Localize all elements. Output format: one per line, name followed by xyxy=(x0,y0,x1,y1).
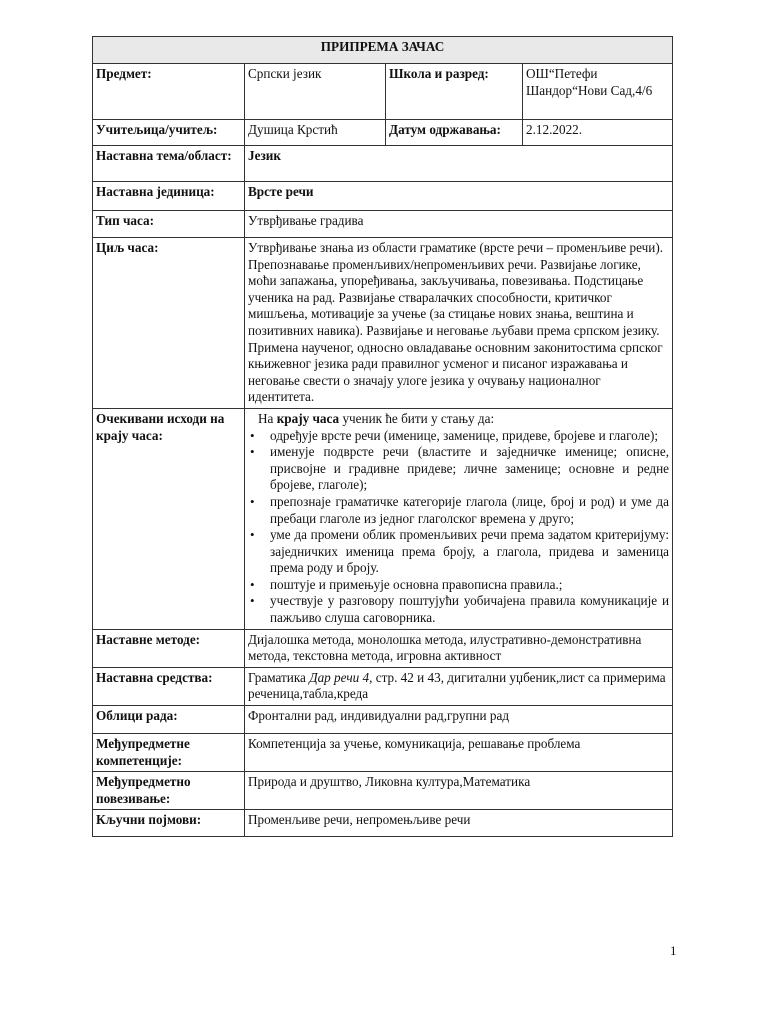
title-row xyxy=(93,37,673,64)
teacher-value: Душица Крстић xyxy=(245,120,386,146)
means-label: Наставна средства: xyxy=(93,667,245,705)
correlation-row xyxy=(93,772,673,810)
list-item: • поштује и примењује основна правописна правила.; xyxy=(270,577,669,594)
goal-value: Утврђивање знања из области граматике (врсте речи – променљиве речи). Препознавање променљивих/непроменљивих речи. Развијање логике, моћи запажања, упоређивања, закључивања, повезивања. Подстицање ученика на рад. Развијање стваралачких способности, критичког мишљења, мотивације за учење (за стицање нових знања, вештина и позитивних навика). Развијање и неговање љубави према српском језику. Примена наученог, односно овладавање основним законитостима српског књижевног језика ради правилног усменог и писаног изражавања и неговање свести о значају улоге језика у очувању националног идентитета. xyxy=(245,238,673,409)
page-number: 1 xyxy=(670,943,677,958)
means-value-start: Граматика xyxy=(248,669,310,685)
competences-row xyxy=(93,734,673,772)
lesson-type-label: Тип часа: xyxy=(93,211,245,238)
forms-row xyxy=(93,706,673,734)
forms-label: Облици рада: xyxy=(93,706,245,734)
outcomes-intro-start: На xyxy=(258,410,277,426)
outcomes-row xyxy=(93,408,673,629)
topic-label: Наставна тема/област: xyxy=(93,146,245,182)
means-row xyxy=(93,667,673,705)
date-label: Датум одржавања: xyxy=(386,120,523,146)
correlation-value: Природа и друштво, Ликовна култура,Математика xyxy=(245,772,673,810)
goal-label: Циљ часа: xyxy=(93,238,245,409)
competences-label: Међупредметне компетенције: xyxy=(93,734,245,772)
lesson-type-row xyxy=(93,211,673,238)
key-terms-value: Променљиве речи, непромењљиве речи xyxy=(245,810,673,837)
lesson-type-value: Утврђивање градива xyxy=(245,211,673,238)
document-title: ПРИПРЕМА ЗАЧАС xyxy=(93,37,673,64)
teacher-row xyxy=(93,120,673,146)
topic-value: Језик xyxy=(245,146,673,182)
list-item: • одређује врсте речи (именице, заменице, придеве, бројеве и глаголе); xyxy=(270,428,669,445)
date-value: 2.12.2022. xyxy=(523,120,673,146)
subject-value: Српски језик xyxy=(245,64,386,120)
teacher-label: Учитељица/учитељ: xyxy=(93,120,245,146)
unit-label: Наставна јединица: xyxy=(93,182,245,211)
correlation-label: Међупредметно повезивање: xyxy=(93,772,245,810)
key-terms-row xyxy=(93,810,673,837)
outcomes-intro xyxy=(248,411,669,428)
outcomes-cell xyxy=(245,408,673,629)
unit-row xyxy=(93,182,673,211)
topic-row xyxy=(93,146,673,182)
subject-row xyxy=(93,64,673,120)
key-terms-label: Кључни појмови: xyxy=(93,810,245,837)
forms-value: Фронтални рад, индивидуални рад,групни рад xyxy=(245,706,673,734)
outcomes-intro-end: ученик ће бити у стању да: xyxy=(339,410,495,426)
competences-value: Компетенција за учење, комуникација, решавање проблема xyxy=(245,734,673,772)
goal-row xyxy=(93,238,673,409)
list-item: • уме да промени облик променљивих речи према задатом критеријуму: заједничких именица према броју, а глагола, придева и заменица према роду и броју. xyxy=(270,527,669,577)
list-item: • учествује у разговору поштујући уобичајена правила комуникације и пажљиво слуша саговорника. xyxy=(270,593,669,626)
methods-label: Наставне методе: xyxy=(93,629,245,667)
methods-value: Дијалошка метода, монолошка метода, илустративно-демонстративна метода, текстовна метода, игровна активност xyxy=(245,629,673,667)
means-cell xyxy=(245,667,673,705)
school-value: ОШ“Петефи Шандор“Нови Сад,4/6 xyxy=(523,64,673,120)
subject-label: Предмет: xyxy=(93,64,245,120)
lesson-plan-table xyxy=(92,36,673,837)
unit-value: Врсте речи xyxy=(245,182,673,211)
list-item: • препознаје граматичке категорије глагола (лице, број и род) и уме да пребаци глаголе из једног глаголског времена у друго; xyxy=(270,494,669,527)
list-item: • именује подврсте речи (властите и заједничке именице; описне, присвојне и градивне придеве; личне заменице; основне и редне бројеве, глаголе); xyxy=(270,444,669,494)
methods-row xyxy=(93,629,673,667)
means-value-end: , стр. 42 и 43, дигитални уџбеник,лист са примерима реченица,табла,креда xyxy=(248,669,666,702)
outcomes-label: Очекивани исходи на крају часа: xyxy=(93,408,245,629)
outcomes-list xyxy=(248,428,669,627)
outcomes-intro-bold: крају часа xyxy=(276,410,340,426)
means-book-title: Дар речи 4 xyxy=(309,669,370,685)
school-label: Школа и разред: xyxy=(386,64,523,120)
